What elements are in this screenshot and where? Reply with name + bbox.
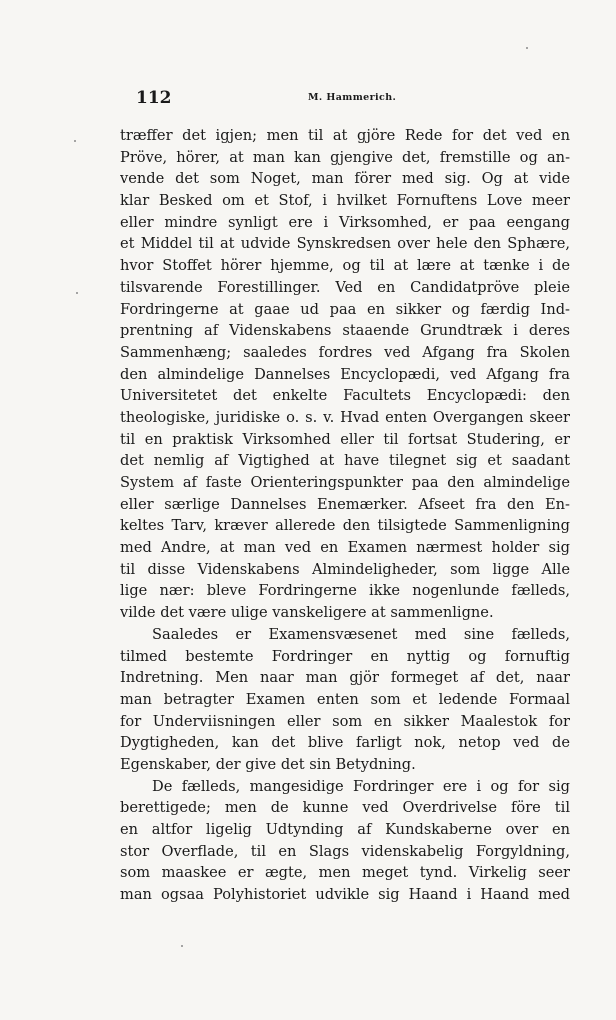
text-line: Egenskaber, der give det sin Betydning. (120, 755, 416, 773)
text-line: lige nær: bleve Fordringerne ikke nogenlunde fælleds, (120, 582, 570, 600)
text-line: man ogsaa Polyhistoriet udvikle sig Haand i Haand med (120, 886, 570, 904)
text-line: Pröve, hörer, at man kan gjengive det, fremstille og an- (120, 148, 570, 166)
text-line: prentning af Videnskabens staaende Grundtræk i deres (120, 322, 570, 340)
text-line: Fordringerne at gaae ud paa en sikker og færdig Ind- (120, 300, 570, 318)
text-line: man betragter Examen enten som et ledende Formaal (120, 690, 570, 708)
speck (74, 140, 76, 142)
text-line: berettigede; men de kunne ved Overdrivelse före til (120, 799, 570, 817)
text-line: den almindelige Dannelses Encyclopædi, ved Afgang fra (120, 365, 570, 383)
text-line: vende det som Noget, man förer med sig. Og at vide (120, 170, 570, 188)
text-line: eller særlige Dannelses Enemærker. Afseet fra den En- (120, 495, 570, 513)
text-line: for Underviisningen eller som en sikker Maalestok for (120, 712, 570, 730)
text-line: vilde det være ulige vanskeligere at sammenligne. (120, 604, 494, 622)
speck (181, 945, 183, 947)
text-line: træffer det igjen; men til at gjöre Rede for det ved en (120, 127, 570, 144)
text-line: til disse Videnskabens Almindeligheder, som ligge Alle (120, 560, 570, 578)
running-head: M. Hammerich. (308, 92, 397, 103)
text-line: til en praktisk Virksomhed eller til fortsat Studering, er (120, 430, 570, 448)
text-line: De fælleds, mangesidige Fordringer ere i og for sig (152, 777, 570, 795)
text-line: stor Overflade, til en Slags videnskabelig Forgyldning, (120, 842, 570, 860)
text-line: eller mindre synligt ere i Virksomhed, er paa eengang (120, 213, 570, 231)
text-line: Sammenhæng; saaledes fordres ved Afgang fra Skolen (120, 343, 570, 361)
text-line: tilsvarende Forestillinger. Ved en Candidatpröve pleie (120, 278, 570, 296)
text-line: Indretning. Men naar man gjör formeget af det, naar (120, 669, 570, 687)
text-line: System af faste Orienteringspunkter paa den almindelige (120, 474, 570, 491)
speck (526, 47, 528, 49)
text-line: keltes Tarv, kræver allerede den tilsigtede Sammenligning (120, 517, 570, 535)
text-line: med Andre, at man ved en Examen nærmest holder sig (120, 539, 570, 557)
text-line: et Middel til at udvide Synskredsen over hele den Sphære, (120, 235, 570, 253)
text-line: Saaledes er Examensvæsenet med sine fælleds, (152, 625, 570, 643)
text-line: det nemlig af Vigtighed at have tilegnet sig et saadant (120, 452, 570, 470)
text-line: Dygtigheden, kan det blive farligt nok, netop ved de (120, 734, 570, 752)
text-line: theologiske, juridiske o. s. v. Hvad enten Overgangen skeer (120, 408, 570, 426)
page-header (136, 88, 570, 112)
text-line: hvor Stoffet hörer hjemme, og til at lære at tænke i de (120, 257, 570, 275)
text-line: som maaskee er ægte, men meget tynd. Virkelig seer (120, 864, 570, 882)
text-line: Universitetet det enkelte Facultets Encyclopædi: den (120, 387, 570, 405)
body-text (120, 125, 570, 906)
text-line: klar Besked om et Stof, i hvilket Fornuftens Love meer (120, 192, 570, 210)
speck (76, 292, 78, 294)
text-line: en altfor ligelig Udtynding af Kundskaberne over en (120, 821, 570, 838)
text-line: tilmed bestemte Fordringer en nyttig og fornuftig (120, 647, 570, 665)
page-number: 112 (136, 88, 172, 108)
